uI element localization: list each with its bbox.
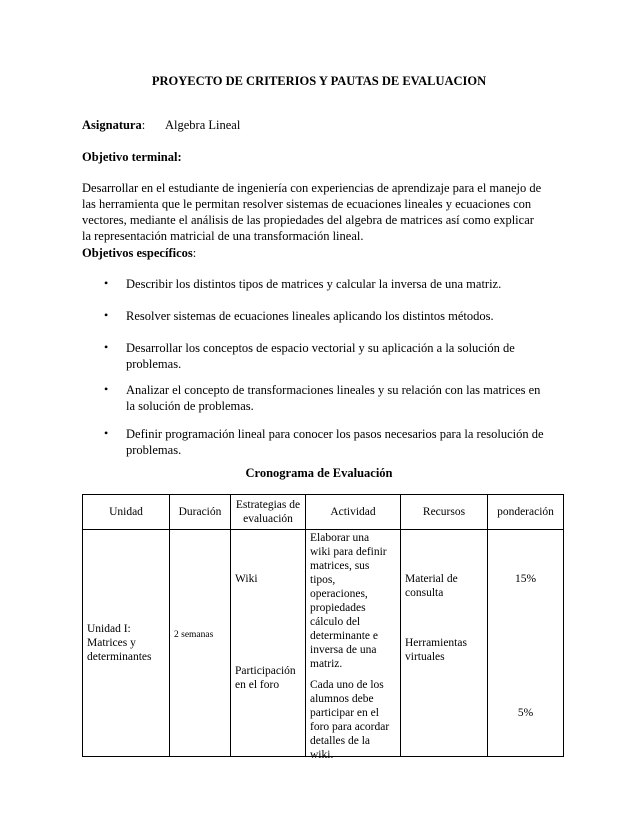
list-item: Definir programación lineal para conocer los pasos necesarios para la resolución de problemas. (126, 427, 544, 457)
list-item: Desarrollar los conceptos de espacio vectorial y su aplicación a la solución de problemas. (126, 341, 515, 371)
header-duracion: Duración (170, 495, 231, 530)
paragraph-line: la representación matricial de una transformación lineal. (82, 229, 364, 243)
cell-estrategias: Wiki Participación en el foro (231, 530, 306, 757)
header-unidad: Unidad (83, 495, 170, 530)
asignatura-colon: : (141, 118, 146, 132)
list-item: Analizar el concepto de transformaciones lineales y su relación con las matrices en la solución de problemas. (126, 383, 541, 413)
bullet-icon: • (104, 308, 109, 322)
objetivos-especificos-row (82, 246, 196, 261)
paragraph-line: las herramienta que le permitan resolver sistemas de ecuaciones lineales y ecuaciones con (82, 197, 532, 211)
cell-actividad: Elaborar una wiki para definir matrices, sus tipos, operaciones, propiedades cálculo del determinante e inversa de una matriz. Cada uno de los alumnos debe participar en el foro para acordar detalles de la wiki. (306, 530, 401, 757)
header-estrategias: Estrategias de evaluación (231, 495, 306, 530)
bullet-icon: • (104, 382, 109, 396)
cronograma-title: Cronograma de Evaluación (245, 466, 393, 480)
asignatura-value: Algebra Lineal (165, 118, 241, 132)
objetivos-especificos-label: Objetivos específicos (82, 246, 193, 260)
asignatura-label: Asignatura (82, 118, 142, 132)
list-item: Describir los distintos tipos de matrices y calcular la inversa de una matriz. (126, 277, 502, 291)
list-item: Resolver sistemas de ecuaciones lineales aplicando los distintos métodos. (126, 309, 494, 323)
bullet-icon: • (104, 276, 109, 290)
bullet-icon: • (104, 426, 109, 440)
header-ponderacion: ponderación (488, 495, 564, 530)
cronograma-table (82, 494, 564, 761)
objetivos-especificos-colon: : (192, 246, 197, 260)
header-actividad: Actividad (306, 495, 401, 530)
paragraph-line: vectores, mediante el análisis de las propiedades del algebra de matrices así como explicar (82, 213, 534, 227)
paragraph-line: Desarrollar en el estudiante de ingeniería con experiencias de aprendizaje para el manejo de (82, 181, 542, 195)
document-title: PROYECTO DE CRITERIOS Y PAUTAS DE EVALUACION (151, 74, 487, 88)
cell-recursos: Material de consulta Herramientas virtuales (401, 530, 488, 757)
cell-duracion: 2 semanas (170, 530, 231, 757)
objetivo-terminal-label: Objetivo terminal: (82, 150, 182, 164)
table-row (83, 530, 564, 757)
header-recursos: Recursos (401, 495, 488, 530)
objetivo-terminal-paragraph (82, 180, 541, 244)
cell-ponderacion: 15% 5% (488, 530, 564, 757)
bullet-icon: • (104, 340, 109, 354)
table-header-row (83, 495, 564, 530)
cell-unidad: Unidad I: Matrices y determinantes (83, 530, 170, 757)
asignatura-row (82, 118, 145, 133)
